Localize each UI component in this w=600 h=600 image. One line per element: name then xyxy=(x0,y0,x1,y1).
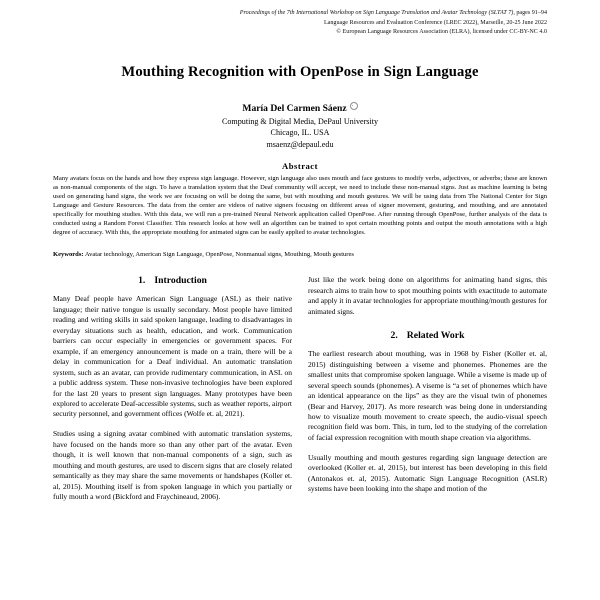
header-line-conference: Language Resources and Evaluation Conference (LREC 2022), Marseille, 20-25 June 2022 xyxy=(323,19,547,26)
section-number-related-work: 2. xyxy=(390,330,398,342)
keywords-value: Avatar technology, American Sign Language, OpenPose, Nonmanual signs, Mouthing, Mouth gestures xyxy=(83,251,354,259)
section-heading-related-work xyxy=(308,330,547,342)
paragraph: The earliest research about mouthing, was in 1968 by Fisher (Koller et. al, 2015) distinguishing between a viseme and phonemes. Phonemes are the smallest units that compromise spoken language. While a viseme is made up of several speech sounds (phonemes). A viseme is “a set of phonemes which have an identical appearance on the lips” as they are the visual twin of phonemes (Bear and Harvey, 2017). As more research was being done in understanding how to visualize mouth movement to create speech, the audio-visual speech recognition field was born. This, in turn, led to the studying of the correlation of facial expression recognition with mouth shape creation via algorithms. xyxy=(308,349,547,442)
header-line-copyright: © European Language Resources Association (ELRA), licensed under CC-BY-NC 4.0 xyxy=(336,29,547,36)
author-name-line xyxy=(53,98,547,116)
orcid-icon[interactable] xyxy=(350,102,358,110)
column-left xyxy=(53,275,292,502)
two-column-body xyxy=(53,275,547,502)
paragraph: Usually mouthing and mouth gestures regarding sign language detection are overlooked (Koller et. al, 2015), but interest has been developing in this field (Antonakos et. al, 2015). Automatic Sign Language Recognition (ASLR) systems have been looking into the shape and motion of the xyxy=(308,452,547,494)
column-right xyxy=(308,275,547,502)
section-title-related-work: Related Work xyxy=(406,330,465,342)
author-location: Chicago, IL. USA xyxy=(270,128,330,138)
header-proceedings-title: Proceedings of the 7th International Workshop on Sign Language Translation and Avatar Technology (SLTAT 7), xyxy=(239,10,515,16)
keywords-line xyxy=(53,250,547,259)
keywords-label: Keywords: xyxy=(53,251,84,259)
abstract-heading: Abstract xyxy=(282,160,318,171)
section-title-introduction: Introduction xyxy=(154,275,207,287)
paper-title: Mouthing Recognition with OpenPose in Sign Language xyxy=(121,64,479,81)
paragraph: Studies using a signing avatar combined with automatic translation systems, have focused on the hands more so than any other part of the avatar. Even though, it is well known that non-manual components of a sign, such as mouthing and mouth gestures, are used to discern signs that are closely related semantically as they may share the same movements or handshapes (Koller et. al, 2015). Mouthing itself is from spoken language in which you partially or fully mouth a word (Bickford and Fraychineaud, 2006). xyxy=(53,429,292,502)
header-page-range: pages 91–94 xyxy=(514,10,547,16)
paragraph: Many Deaf people have American Sign Language (ASL) as their native language; their native tongue is usually secondary. Most people have limited reading and writing skills in said spoken language, leading to disadvantages in everyday situations such as health, education, and work. Communication barriers can occur especially in emergencies or government spaces. For example, if an emergency announcement is made on a train, there will be a delay in communication for a Deaf individual. An automatic translation system, such as an avatar, can provide rudimentary communication, in ASL on a public address system. These non-invasive technologies have been explored for the last 20 years to present sign languages. Many prototypes have been explored to accelerate Deaf-accessible systems, such as weather reports, airport security personnel, and government offices (Wolfe et. al, 2021). xyxy=(53,294,292,419)
author-affiliation: Computing & Digital Media, DePaul University xyxy=(221,117,378,127)
abstract-body: Many avatars focus on the hands and how they express sign language. However, sign language also uses mouth and face gestures to modify verbs, adjectives, or adverbs; these are known as non-manual components of the sign. To have a translation system that the Deaf community will accept, we need to include these non-manual signs. Just as machine learning is being used on generating hand signs, the work we are focusing on will be doing the same, but with mouthing and mouth gestures. We will be using data from The National Center for Sign Language and Gesture Resources. The data from the center are videos of native signers focusing on different areas of signer movement, gesturing, and mouthing, and are annotated specifically for mouthing studies. With this data, we will run a pre-trained Neural Network application called OpenPose. After running through OpenPose, further analysis of the data is conducted using a Random Forest Classifier. This research looks at how well an algorithm can be trained to spot certain mouthing points and output the mouth annotations with a high degree of accuracy. With this, the appropriate mouthing for animated signs can be easily applied to avatar technologies. xyxy=(53,174,547,237)
author-email[interactable]: msaenz@depaul.edu xyxy=(266,139,334,149)
header-line-proceedings xyxy=(53,9,547,19)
section-heading-introduction xyxy=(53,275,292,287)
section-number-introduction: 1. xyxy=(138,275,146,287)
publication-header xyxy=(53,9,547,38)
author-block xyxy=(53,98,547,150)
paragraph: Just like the work being done on algorithms for animating hand signs, this research aims to train how to spot mouthing points with exactitude to automate and apply it in avatar technologies for appropriate mouthing/mouth gestures for animated signs. xyxy=(308,275,547,316)
author-name: María Del Carmen Sáenz xyxy=(242,103,347,115)
